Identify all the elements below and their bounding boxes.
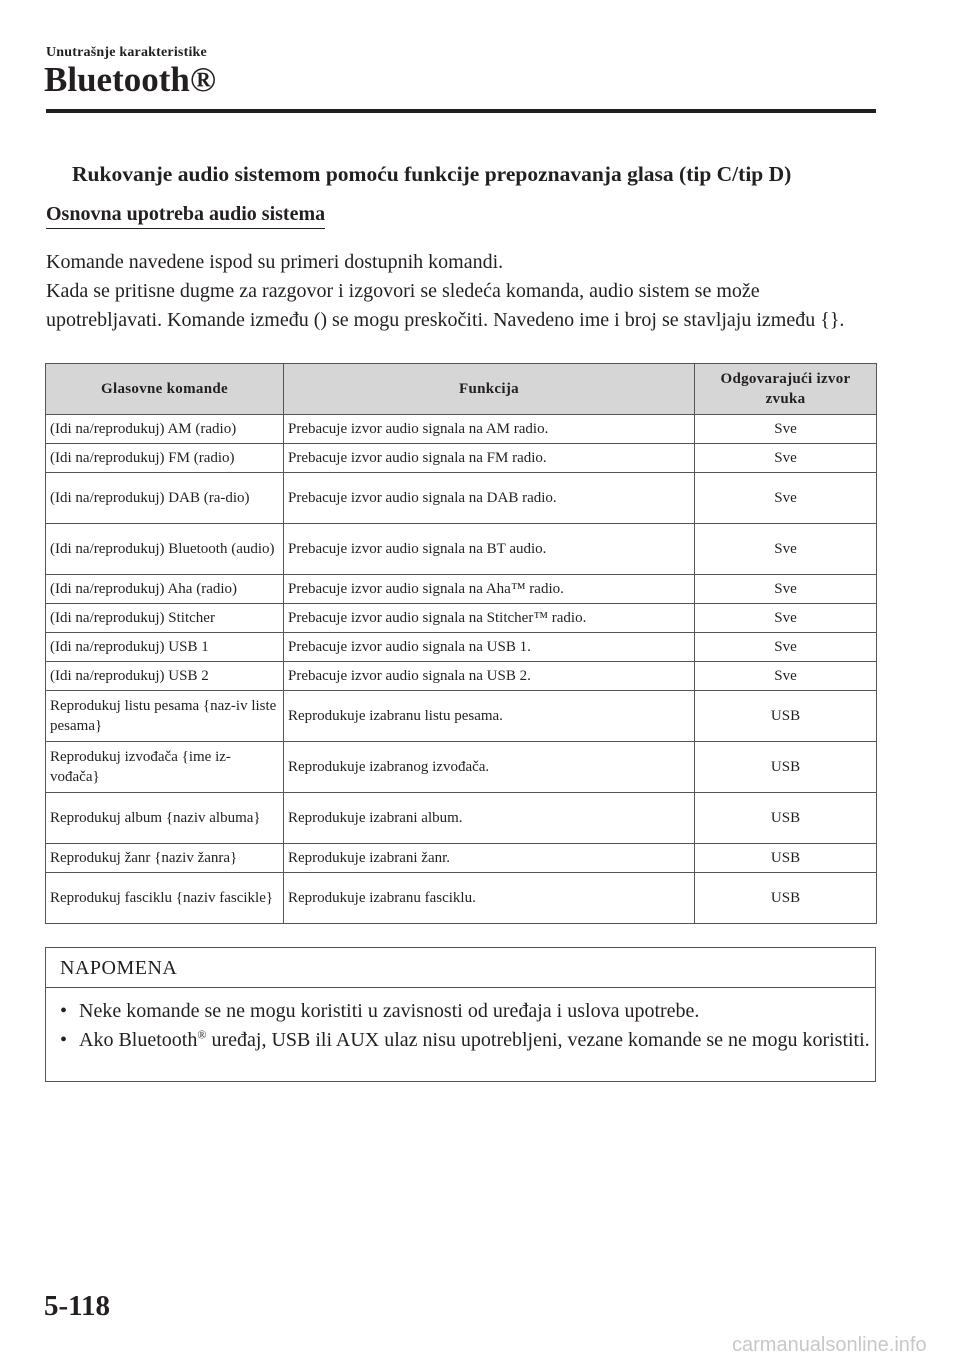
function-cell: Reprodukuje izabranu listu pesama. — [284, 691, 695, 742]
voice-commands-table — [45, 363, 877, 924]
table-row — [46, 604, 877, 633]
source-cell: USB — [695, 873, 877, 924]
table-row — [46, 844, 877, 873]
source-cell: Sve — [695, 575, 877, 604]
intro-paragraph-1: Komande navedene ispod su primeri dostupnih komandi. — [46, 251, 504, 273]
source-cell: Sve — [695, 604, 877, 633]
section-label: Unutrašnje karakteristike — [46, 45, 207, 60]
command-cell: (Idi na/reprodukuj) USB 1 — [46, 633, 284, 662]
bullet-icon: • — [60, 1029, 68, 1051]
table-row — [46, 742, 877, 793]
command-cell: (Idi na/reprodukuj) FM (radio) — [46, 444, 284, 473]
intro-paragraph-2: Kada se pritisne dugme za razgovor i izgovori se sledeća komanda, audio sistem se može upotrebljavati. Komande između () se mogu preskočiti. Navedeno ime i broj se stavljaju između {}. — [46, 280, 845, 331]
function-cell: Prebacuje izvor audio signala na DAB radio. — [284, 473, 695, 524]
table-row — [46, 473, 877, 524]
command-cell: (Idi na/reprodukuj) Stitcher — [46, 604, 284, 633]
chapter-title: Bluetooth® — [44, 60, 216, 99]
function-cell: Prebacuje izvor audio signala na USB 2. — [284, 662, 695, 691]
watermark-text: carmanualsonline.info — [732, 1334, 927, 1356]
header-voice-commands: Glasovne komande — [46, 364, 284, 415]
table-row — [46, 524, 877, 575]
command-cell: Reprodukuj fasciklu {naziv fascikle} — [46, 873, 284, 924]
command-cell: (Idi na/reprodukuj) Aha (radio) — [46, 575, 284, 604]
command-cell: (Idi na/reprodukuj) Bluetooth (audio) — [46, 524, 284, 575]
function-cell: Reprodukuje izabranu fasciklu. — [284, 873, 695, 924]
function-cell: Reprodukuje izabrani album. — [284, 793, 695, 844]
source-cell: USB — [695, 691, 877, 742]
command-cell: (Idi na/reprodukuj) USB 2 — [46, 662, 284, 691]
table-row — [46, 662, 877, 691]
function-cell: Prebacuje izvor audio signala na BT audio. — [284, 524, 695, 575]
table-row — [46, 633, 877, 662]
command-cell: Reprodukuj album {naziv albuma} — [46, 793, 284, 844]
table-row — [46, 873, 877, 924]
table-row — [46, 691, 877, 742]
function-cell: Prebacuje izvor audio signala na USB 1. — [284, 633, 695, 662]
note-list — [46, 988, 875, 1055]
function-cell: Reprodukuje izabranog izvođača. — [284, 742, 695, 793]
header-function: Funkcija — [284, 364, 695, 415]
function-cell: Prebacuje izvor audio signala na Stitcher™ radio. — [284, 604, 695, 633]
command-cell: Reprodukuj listu pesama {naz-iv liste pesama} — [46, 691, 284, 742]
note-item — [60, 997, 875, 1026]
section-heading: Rukovanje audio sistemom pomoću funkcije prepoznavanja glasa (tip C/tip D) — [72, 162, 792, 186]
table-row — [46, 415, 877, 444]
source-cell: USB — [695, 793, 877, 844]
command-cell: Reprodukuj žanr {naziv žanra} — [46, 844, 284, 873]
source-cell: Sve — [695, 473, 877, 524]
registered-mark: ® — [197, 1027, 207, 1042]
note-item-text-start: Ako Bluetooth — [79, 1029, 198, 1051]
note-box — [45, 947, 876, 1082]
note-item — [60, 1026, 875, 1055]
function-cell: Reprodukuje izabrani žanr. — [284, 844, 695, 873]
header-audio-source: Odgovarajući izvor zvuka — [695, 364, 877, 415]
header-rule — [46, 109, 876, 113]
note-item-text: Neke komande se ne mogu koristiti u zavisnosti od uređaja i uslova upotrebe. — [79, 1000, 700, 1022]
source-cell: Sve — [695, 662, 877, 691]
source-cell: USB — [695, 844, 877, 873]
table-row — [46, 444, 877, 473]
page-number: 5-118 — [44, 1290, 111, 1322]
table-header-row — [46, 364, 877, 415]
source-cell: Sve — [695, 444, 877, 473]
table-row — [46, 575, 877, 604]
command-cell: (Idi na/reprodukuj) DAB (ra-dio) — [46, 473, 284, 524]
command-cell: Reprodukuj izvođača {ime iz-vođača} — [46, 742, 284, 793]
bullet-icon: • — [60, 1000, 68, 1022]
note-title: NAPOMENA — [46, 948, 875, 988]
source-cell: USB — [695, 742, 877, 793]
source-cell: Sve — [695, 415, 877, 444]
function-cell: Prebacuje izvor audio signala na AM radio. — [284, 415, 695, 444]
intro-text — [46, 248, 866, 335]
subsection-heading: Osnovna upotreba audio sistema — [46, 203, 325, 229]
function-cell: Prebacuje izvor audio signala na FM radio. — [284, 444, 695, 473]
function-cell: Prebacuje izvor audio signala na Aha™ radio. — [284, 575, 695, 604]
command-cell: (Idi na/reprodukuj) AM (radio) — [46, 415, 284, 444]
table-row — [46, 793, 877, 844]
note-item-text-end: uređaj, USB ili AUX ulaz nisu upotrebljeni, vezane komande se ne mogu koristiti. — [206, 1029, 870, 1051]
source-cell: Sve — [695, 633, 877, 662]
source-cell: Sve — [695, 524, 877, 575]
